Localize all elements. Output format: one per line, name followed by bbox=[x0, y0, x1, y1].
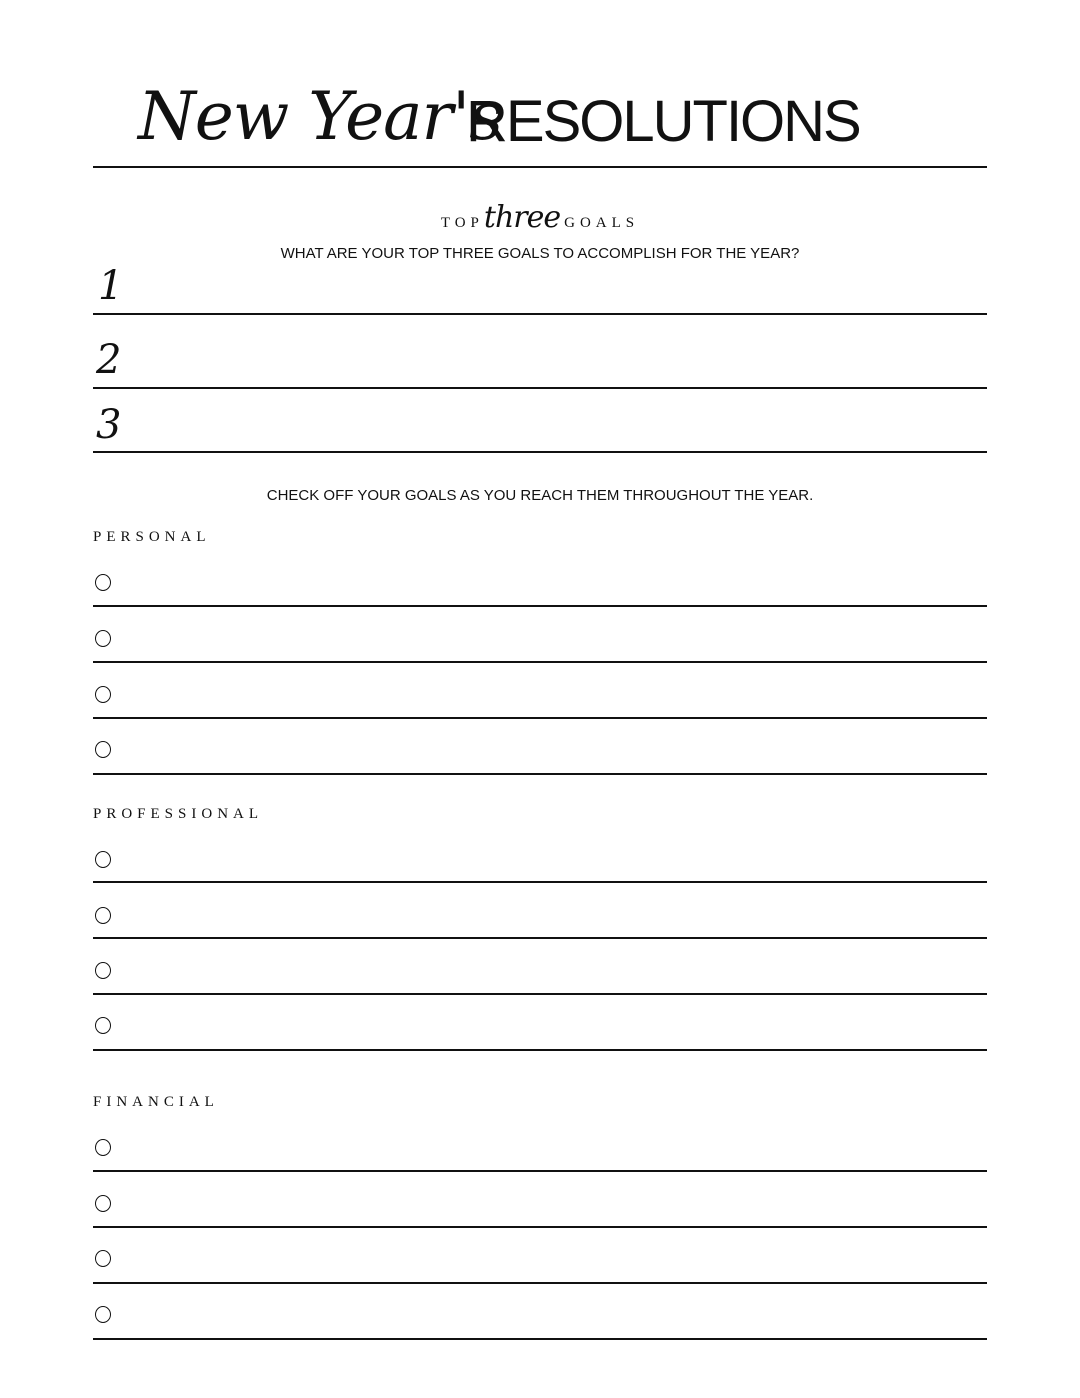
top-goals-script: three bbox=[483, 200, 561, 235]
checklist-line bbox=[93, 937, 987, 939]
title-script: New Year's bbox=[138, 78, 503, 155]
top-goals-heading bbox=[0, 200, 1080, 235]
checklist-line bbox=[93, 1170, 987, 1172]
goal-line-3[interactable] bbox=[93, 451, 987, 453]
checklist-line bbox=[93, 1338, 987, 1340]
checkbox-circle-icon[interactable] bbox=[95, 1017, 111, 1034]
goal-line-1[interactable] bbox=[93, 313, 987, 315]
checkbox-circle-icon[interactable] bbox=[95, 1306, 111, 1323]
goal-number-2: 2 bbox=[96, 337, 122, 383]
goal-number-3: 3 bbox=[96, 402, 122, 448]
section-label-financial: FINANCIAL bbox=[93, 1094, 219, 1110]
section-label-professional: PROFESSIONAL bbox=[93, 806, 264, 822]
checklist-line bbox=[93, 605, 987, 607]
checklist-line bbox=[93, 993, 987, 995]
section-label-personal: PERSONAL bbox=[93, 529, 211, 545]
checklist-line bbox=[93, 881, 987, 883]
checklist-line bbox=[93, 1282, 987, 1284]
checklist-line bbox=[93, 1049, 987, 1051]
checklist-line bbox=[93, 661, 987, 663]
checkbox-circle-icon[interactable] bbox=[95, 907, 111, 924]
checklist-line bbox=[93, 773, 987, 775]
checkbox-circle-icon[interactable] bbox=[95, 962, 111, 979]
checkbox-circle-icon[interactable] bbox=[95, 1139, 111, 1156]
goal-number-1: 1 bbox=[98, 263, 124, 309]
checkbox-circle-icon[interactable] bbox=[95, 741, 111, 758]
checkbox-circle-icon[interactable] bbox=[95, 630, 111, 647]
checkbox-circle-icon[interactable] bbox=[95, 686, 111, 703]
checkbox-circle-icon[interactable] bbox=[95, 1195, 111, 1212]
checklist-instruction: CHECK OFF YOUR GOALS AS YOU REACH THEM THROUGHOUT THE YEAR. bbox=[266, 487, 814, 504]
title-caps: RESOLUTIONS bbox=[466, 89, 860, 154]
top-goals-question: WHAT ARE YOUR TOP THREE GOALS TO ACCOMPLISH FOR THE YEAR? bbox=[280, 245, 800, 262]
top-goals-prefix: TOP bbox=[440, 215, 484, 231]
checkbox-circle-icon[interactable] bbox=[95, 1250, 111, 1267]
checklist-line bbox=[93, 1226, 987, 1228]
goal-line-2[interactable] bbox=[93, 387, 987, 389]
top-goals-suffix: GOALS bbox=[564, 215, 640, 231]
title-divider bbox=[93, 166, 987, 168]
checkbox-circle-icon[interactable] bbox=[95, 574, 111, 591]
checklist-line bbox=[93, 717, 987, 719]
checkbox-circle-icon[interactable] bbox=[95, 851, 111, 868]
